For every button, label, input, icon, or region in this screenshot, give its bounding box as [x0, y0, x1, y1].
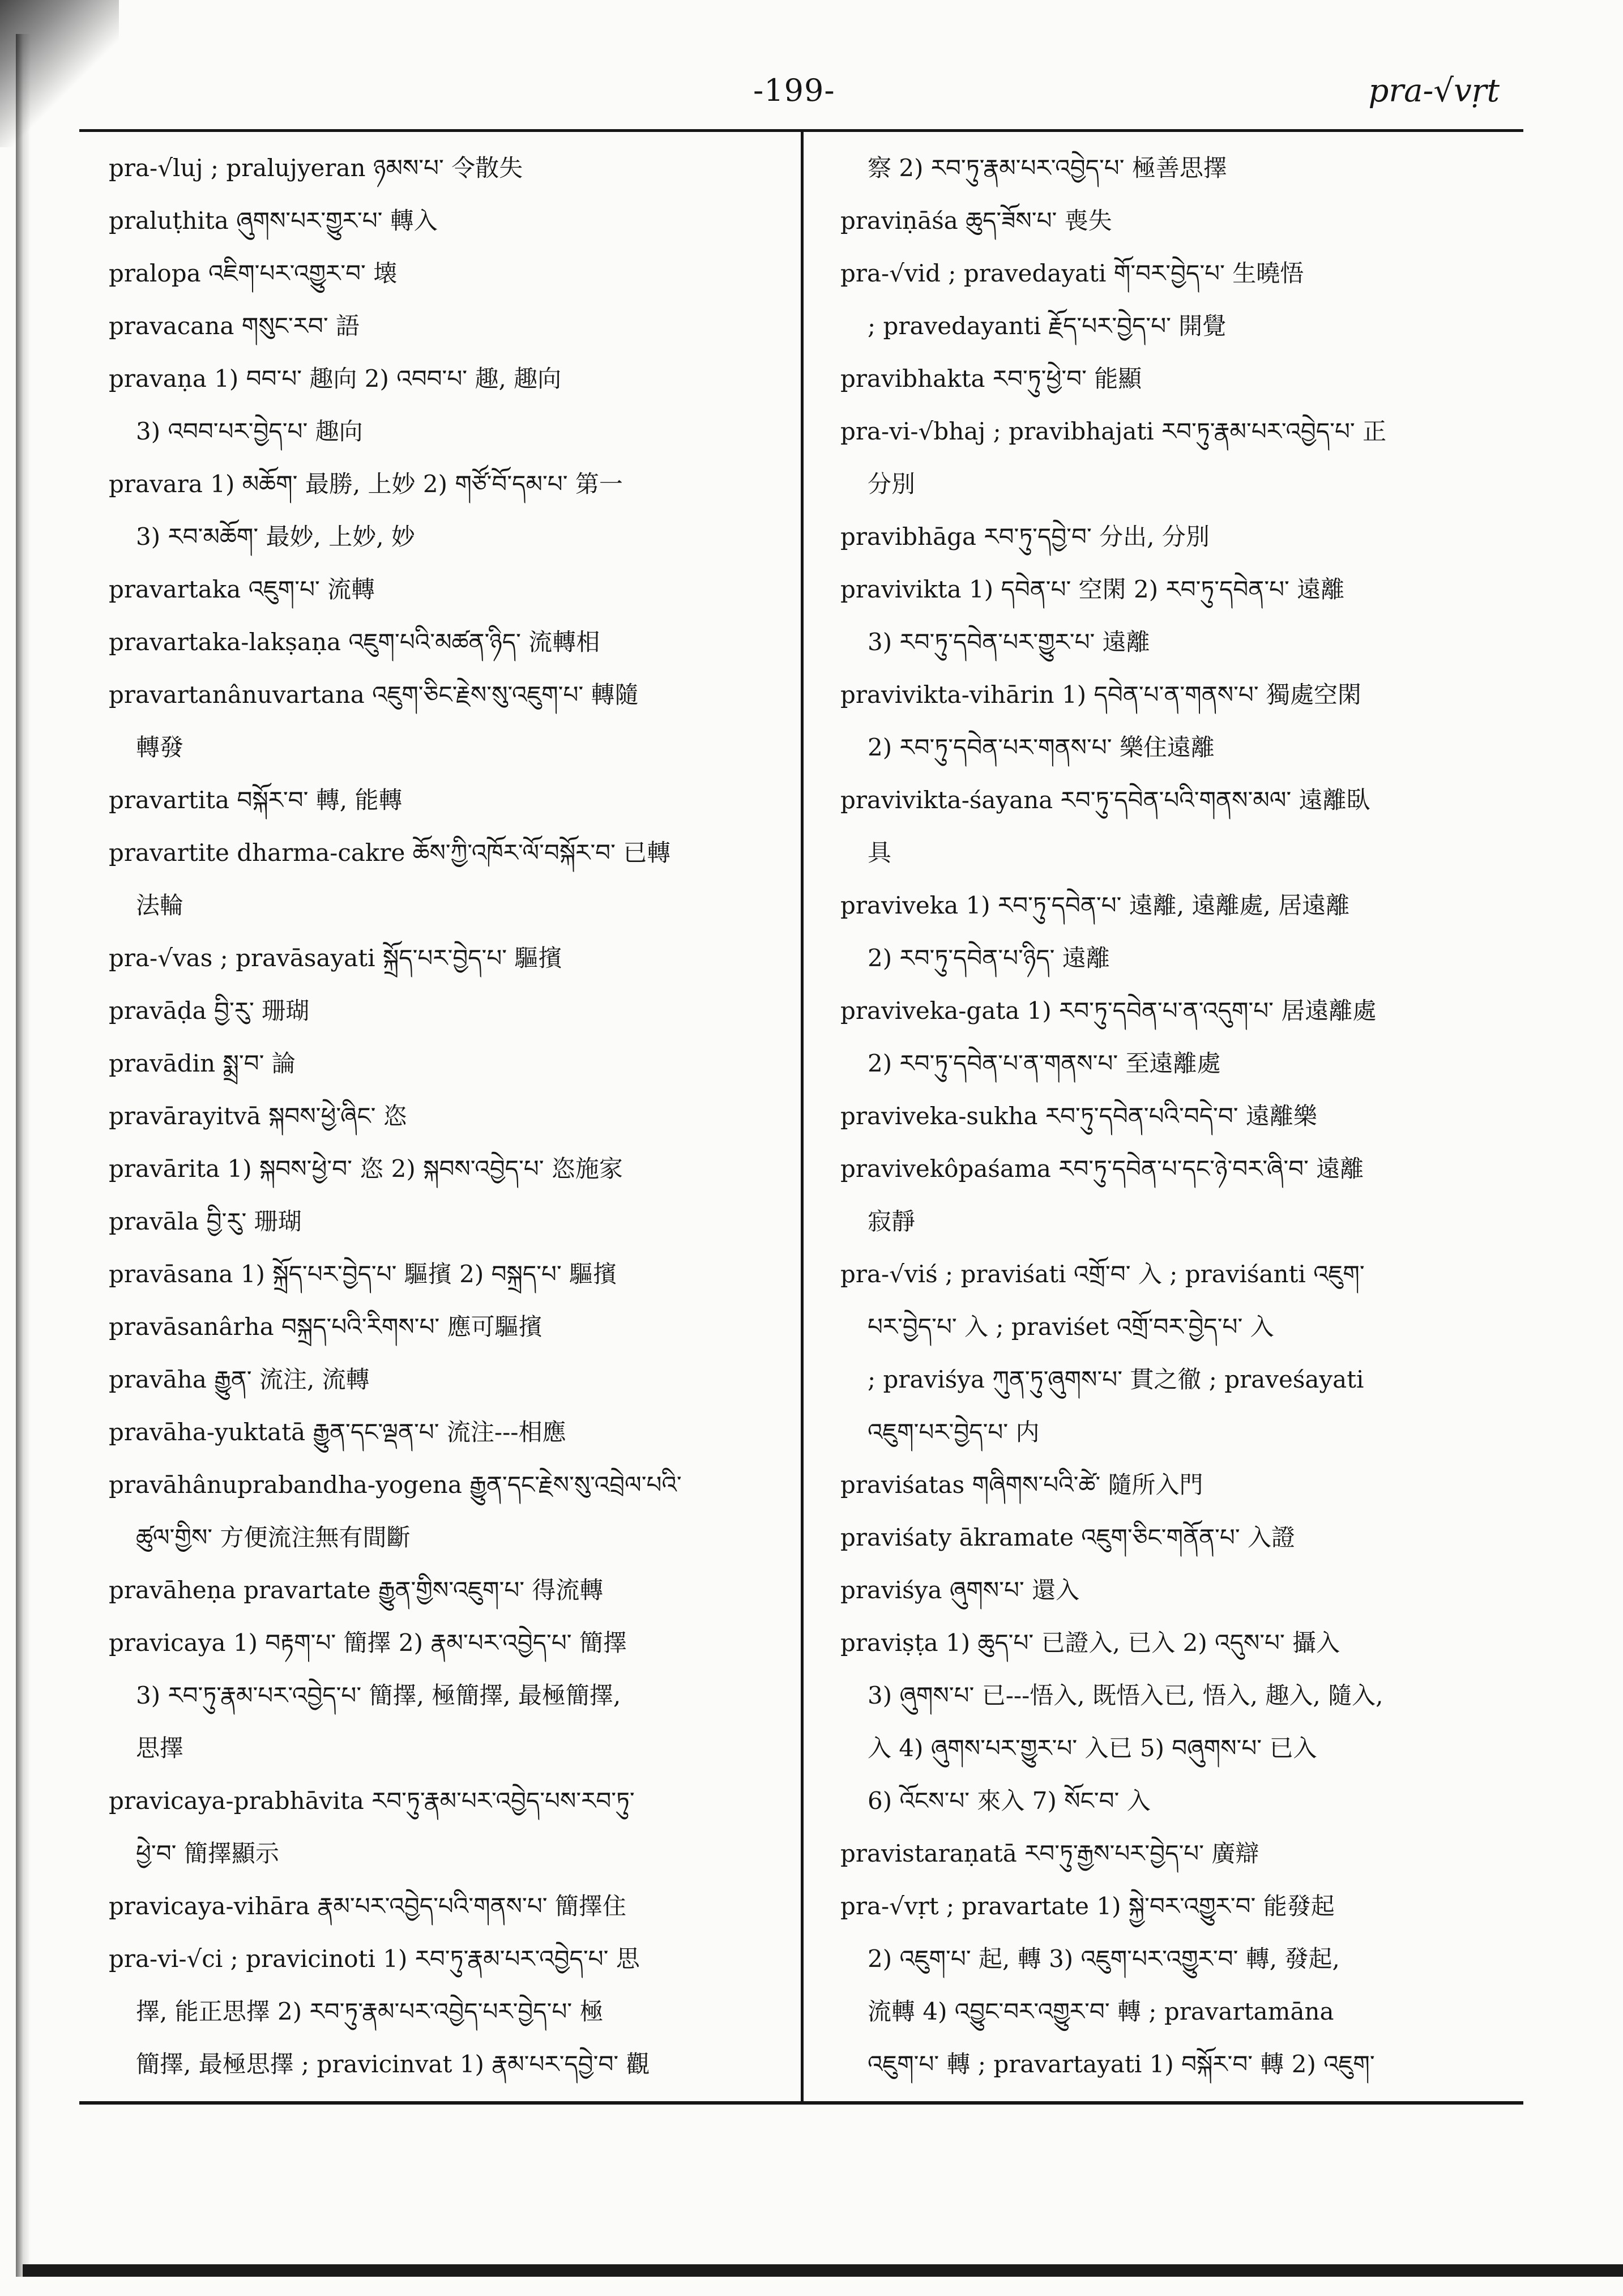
entry-line: pra-√luj ; pralujyeran ཉམས་པ་ 令散失 — [109, 154, 523, 182]
entry-line: pravivikta-vihārin 1) དབེན་པ་ན་གནས་པ་ 獨處空閑 — [840, 681, 1361, 709]
entry-line: pravāheṇa pravartate རྒྱུན་གྱིས་འཇུག་པ་ 得流轉 — [109, 1576, 604, 1604]
entry-line: 察 2) རབ་ཏུ་རྣམ་པར་འབྱེད་པ་ 極善思擇 — [868, 154, 1227, 182]
entry-line: 2) རབ་ཏུ་དབེན་པ་ཉིད་ 遠離 — [868, 944, 1110, 972]
entry-line: praviśya ཞུགས་པ་ 還入 — [840, 1576, 1080, 1604]
entry-line: པར་བྱེད་པ་ 入 ; praviśet འགྲོ་བར་བྱེད་པ་ 入 — [868, 1313, 1274, 1341]
entry-line: pravibhāga རབ་ཏུ་དབྱེ་བ་ 分出, 分別 — [840, 523, 1210, 550]
entry-line: pravartaka འཇུག་པ་ 流轉 — [109, 575, 375, 603]
entry-line: 流轉 4) འབྱུང་བར་འགྱུར་བ་ 轉 ; pravartamāna — [868, 1998, 1334, 2025]
entry-line: ; pravedayanti རྗོད་པར་བྱེད་པ་ 開覺 — [868, 312, 1227, 340]
entry-line: 具 — [868, 839, 892, 867]
entry-line: pravārayitvā སྐབས་ཕྱེ་ཞིང་ 恣 — [109, 1102, 407, 1130]
entry-line: 3) རབ་ཏུ་དབེན་པར་གྱུར་པ་ 遠離 — [868, 628, 1150, 656]
entry-line: pravivikta 1) དབེན་པ་ 空閑 2) རབ་ཏུ་དབེན་པ་ 遠離 — [840, 575, 1345, 603]
entry-line: pravārita 1) སྐབས་ཕྱེ་བ་ 恣 2) སྐབས་འབྱེད་པ་ 恣施家 — [109, 1155, 623, 1183]
entry-line: 3) རབ་ཏུ་རྣམ་པར་འབྱེད་པ་ 簡擇, 極簡擇, 最極簡擇, — [136, 1682, 621, 1709]
entry-line: praviśaty ākramate འཇུག་ཅིང་གནོན་པ་ 入證 — [840, 1523, 1296, 1551]
entry-line: pravara 1) མཆོག་ 最勝, 上妙 2) གཙོ་བོ་དམ་པ་ 第一 — [109, 470, 623, 498]
entry-line: ཕྱེ་བ་ 簡擇顯示 — [136, 1840, 279, 1867]
entry-line: འཇུག་པར་བྱེད་པ་ 内 — [868, 1418, 1040, 1446]
entry-line: pravāhânuprabandha-yogena རྒྱུན་དང་རྗེས་སུ་འབྲེལ་པའི་ — [109, 1471, 682, 1499]
entry-line: 2) འཇུག་པ་ 起, 轉 3) འཇུག་པར་འགྱུར་བ་ 轉, 發起, — [868, 1945, 1340, 1973]
left-column — [109, 142, 777, 2090]
entry-line: praviṇāśa ཆུད་ཟོས་པ་ 喪失 — [840, 207, 1112, 234]
entry-line: pravibhakta རབ་ཏུ་ཕྱེ་བ་ 能顯 — [840, 365, 1142, 392]
entry-line: praluṭhita ཞུགས་པར་གྱུར་པ་ 轉入 — [109, 207, 438, 234]
entry-line: pra-√vid ; pravedayati གོ་བར་བྱེད་པ་ 生曉悟 — [840, 259, 1304, 287]
entry-line: pravāḍa བྱི་རུ་ 珊瑚 — [109, 997, 310, 1025]
entry-line: pra-√viś ; praviśati འགྲོ་བ་ 入 ; praviśanti འཇུག་ — [840, 1260, 1365, 1288]
entry-line: pravāla བྱི་རུ་ 珊瑚 — [109, 1207, 302, 1235]
entry-line: praviveka-sukha རབ་ཏུ་དབེན་པའི་བདེ་བ་ 遠離樂 — [840, 1102, 1317, 1130]
entry-line: pravivekôpaśama རབ་ཏུ་དབེན་པ་དང་ཉེ་བར་ཞི་བ་ 遠離 — [840, 1155, 1364, 1183]
entry-line: pravacana གསུང་རབ་ 語 — [109, 312, 360, 340]
page-number: -199- — [753, 72, 835, 108]
entry-line: 分別 — [868, 470, 916, 498]
entry-line: pravāha-yuktatā རྒྱུན་དང་ལྡན་པ་ 流注---相應 — [109, 1418, 566, 1446]
bottom-rule — [79, 2101, 1523, 2105]
entry-line: ; praviśya ཀུན་ཏུ་ཞུགས་པ་ 貫之徹 ; praveśayati — [868, 1365, 1364, 1393]
entry-line: 入 4) ཞུགས་པར་གྱུར་པ་ 入已 5) བཞུགས་པ་ 已入 — [868, 1734, 1317, 1762]
entry-line: 簡擇, 最極思擇 ; pravicinvat 1) རྣམ་པར་དབྱེ་བ་ 觀 — [136, 2050, 650, 2078]
entry-line: pravāsana 1) སྐྲོད་པར་བྱེད་པ་ 驅擯 2) བསྐྲད་པ་ 驅擯 — [109, 1260, 617, 1288]
entry-line: 2) རབ་ཏུ་དབེན་པར་གནས་པ་ 樂住遠離 — [868, 733, 1215, 761]
entry-line: praviśatas གཞིགས་པའི་ཚེ་ 隨所入門 — [840, 1471, 1203, 1499]
entry-line: 2) རབ་ཏུ་དབེན་པ་ན་གནས་པ་ 至遠離處 — [868, 1049, 1221, 1077]
entry-line: pravartanânuvartana འཇུག་ཅིང་རྗེས་སུ་འཇུག་པ་ 轉隨 — [109, 681, 639, 709]
entry-line: 3) རབ་མཆོག་ 最妙, 上妙, 妙 — [136, 523, 415, 550]
entry-line: pralopa འཇིག་པར་འགྱུར་བ་ 壊 — [109, 259, 398, 287]
entry-line: praviṣṭa 1) ཆུད་པ་ 已證入, 已入 2) འདུས་པ་ 攝入 — [840, 1629, 1340, 1657]
entry-line: pravāsanârha བསྐྲད་པའི་རིགས་པ་ 應可驅擯 — [109, 1313, 543, 1341]
entry-line: pra-√vṛt ; pravartate 1) སྐྱེ་བར་འགྱུར་བ་ 能發起 — [840, 1892, 1335, 1920]
entry-line: pravicaya 1) བརྟག་པ་ 簡擇 2) རྣམ་པར་འབྱེད་པ་ 簡擇 — [109, 1629, 627, 1657]
entry-line: pravartaka-lakṣaṇa འཇུག་པའི་མཚན་ཉིད་ 流轉相 — [109, 628, 600, 656]
entry-line: pravicaya-vihāra རྣམ་པར་འབྱེད་པའི་གནས་པ་ 簡擇住 — [109, 1892, 626, 1920]
scan-left-edge-shadow — [16, 34, 31, 2277]
right-column — [840, 142, 1520, 2090]
entry-line: pravaṇa 1) བབ་པ་ 趣向 2) འབབ་པ་ 趣, 趣向 — [109, 365, 562, 392]
entry-line: 思擇 — [136, 1734, 184, 1762]
entry-line: pravādin སྨྲ་བ་ 論 — [109, 1049, 296, 1077]
entry-line: 3) འབབ་པར་བྱེད་པ་ 趣向 — [136, 417, 363, 445]
entry-line: praviveka-gata 1) རབ་ཏུ་དབེན་པ་ན་འདུག་པ་ 居遠離處 — [840, 997, 1377, 1025]
entry-line: praviveka 1) རབ་ཏུ་དབེན་པ་ 遠離, 遠離處, 居遠離 — [840, 891, 1350, 919]
entry-line: 3) ཞུགས་པ་ 已---悟入, 既悟入已, 悟入, 趣入, 隨入, — [868, 1682, 1383, 1709]
entry-line: 6) འོངས་པ་ 來入 7) སོང་བ་ 入 — [868, 1787, 1151, 1815]
entry-line: 擇, 能正思擇 2) རབ་ཏུ་རྣམ་པར་འབྱེད་པར་བྱེད་པ་ 極 — [136, 1998, 604, 2025]
entry-line: pra-vi-√ci ; pravicinoti 1) རབ་ཏུ་རྣམ་པར་འབྱེད་པ་ 思 — [109, 1945, 640, 1973]
entry-line: pra-√vas ; pravāsayati སྐྲོད་པར་བྱེད་པ་ 驅擯 — [109, 944, 562, 972]
entry-line: pravicaya-prabhāvita རབ་ཏུ་རྣམ་པར་འབྱེད་པས་རབ་ཏུ་ — [109, 1787, 635, 1815]
entry-line: ཚུལ་གྱིས་ 方便流注無有間斷 — [136, 1523, 411, 1551]
entry-line: pra-vi-√bhaj ; pravibhajati རབ་ཏུ་རྣམ་པར་འབྱེད་པ་ 正 — [840, 417, 1387, 445]
entry-line: pravāha རྒྱུན་ 流注, 流轉 — [109, 1365, 370, 1393]
entry-line: 法輪 — [136, 891, 184, 919]
column-divider — [801, 131, 804, 2102]
entry-line: pravivikta-śayana རབ་ཏུ་དབེན་པའི་གནས་མལ་ 遠離臥 — [840, 786, 1370, 814]
entry-line: 寂靜 — [868, 1207, 916, 1235]
entry-line: pravistaraṇatā རབ་ཏུ་རྒྱས་པར་བྱེད་པ་ 廣辯 — [840, 1840, 1259, 1867]
entry-line: 轉發 — [136, 733, 184, 761]
running-head: pra-√vṛt — [1368, 72, 1500, 109]
scan-bottom-edge — [23, 2264, 1623, 2277]
entry-line: pravartita བསྐོར་བ་ 轉, 能轉 — [109, 786, 403, 814]
entry-line: pravartite dharma-cakre ཆོས་ཀྱི་འཁོར་ལོ་བསྐོར་བ་ 已轉 — [109, 839, 671, 867]
entry-line: འཇུག་པ་ 轉 ; pravartayati 1) བསྐོར་བ་ 轉 2) འཇུག་ — [868, 2050, 1375, 2078]
